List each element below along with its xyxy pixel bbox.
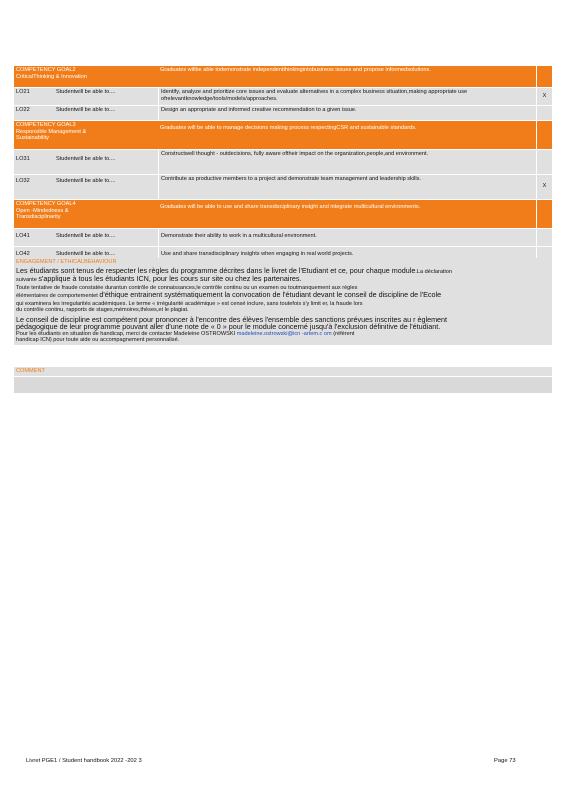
engagement-paragraph: du contrôle continu, rapports de stages,mémoires,thèses,et le plagiat.: [16, 307, 189, 314]
engagement-paragraph: pédagogique de leur programme pouvant aller d'une note de « 0 » pour le module concerné jusqu'à l'exclusion définitive de l'étudiant.: [16, 322, 441, 332]
competency-row-goal2: [14, 66, 552, 88]
lo-description: Demonstrate their ability to work in a multicultural environment.: [158, 229, 536, 246]
learning-outcome-row-lo21: [14, 88, 552, 106]
learning-outcome-row-lo41: [14, 229, 552, 247]
engagement-paragraph: handicap ICN) pour toute aide ou accompagnement personnalisé.: [16, 337, 180, 344]
comment-box: [14, 377, 552, 393]
engagement-text: .La déclaration: [415, 269, 453, 275]
comment-heading: COMMENT: [14, 367, 552, 376]
lo-label: Studentwill be able to....: [56, 178, 116, 184]
competency-goal-label: COMPETENCY GOAL2 CriticalThinking & Innovation: [16, 67, 87, 80]
engagement-text: (référent: [331, 331, 355, 337]
lo-description: Constructwell thought - outdecisions, fully aware oftheir impact on the organization,people,and environment.: [158, 150, 536, 174]
competency-goal-description: Graduates willbe able todemonstrate independentthinkingintobusiness issues and propose informedsolutions.: [160, 67, 431, 73]
lo-code: LO31: [16, 156, 30, 162]
lo-description: Identify, analyze and prioritize core issues and evaluate alternatives in a complex business situation,making appropriate use ofrelevantknowledge/tools/models/approaches.: [158, 88, 536, 105]
lo-label: Studentwill be able to....: [56, 156, 116, 162]
competency-table: [14, 66, 552, 265]
lo-code: LO21: [16, 89, 30, 95]
contact-email-link[interactable]: madeleine.ostrowski@icn -artem.c om: [236, 331, 332, 337]
learning-outcome-row-lo22: [14, 106, 552, 121]
learning-outcome-row-lo31: [14, 150, 552, 175]
engagement-heading: ENGAGEMENT / ETHICALBEHAVIOUR: [14, 258, 552, 266]
competency-mark-cell: [536, 121, 552, 149]
lo-code: LO22: [16, 107, 30, 113]
lo-mark: X: [536, 88, 552, 105]
engagement-paragraph: Toute tentative de fraude constatée durantun contrôle de connaissances,le contrôle continu ou un examen ou toutmanquement aux règles: [16, 285, 358, 291]
engagement-text: Les étudiants sont tenus de respecter les règles du programme décrites dans le livret de l'Etudiant et ce, pour chaque module: [16, 266, 416, 275]
engagement-text: Pour les étudiants en situation de handicap, merci de contacter Madeleine OSTROWSKI: [16, 331, 237, 337]
lo-label: Studentwill be able to....: [56, 107, 116, 113]
lo-code: LO32: [16, 178, 30, 184]
lo-description: Design an appropriate and informed creative recommendation to a given issue.: [158, 106, 536, 120]
engagement-section: [14, 266, 552, 345]
competency-row-goal3: [14, 121, 552, 150]
engagement-paragraph: [16, 291, 550, 301]
engagement-text: élémentaires de comportementet: [16, 293, 100, 300]
engagement-text: s'applique à tous les étudiants ICN, pour les cours sur site ou chez les partenaires.: [38, 274, 302, 284]
footer-document-title: Livret PGE1 / Student handbook 2022 -202 3: [26, 758, 142, 764]
lo-description: Use and share transdisciplinary insights when engaging in real world projects.: [158, 247, 536, 264]
engagement-text: d'éthique entrainent systématiquement la convocation de l'étudiant devant le conseil de discipline de l'Ecole: [99, 290, 442, 300]
competency-goal-label: COMPETENCY GOAL4 Open -Mindedness & Transdisciplinarity: [16, 201, 76, 221]
competency-goal-description: Graduates will be able to manage decisions making process respectingCSR and sustainable standards.: [160, 125, 417, 131]
lo-label: Studentwill be able to....: [56, 89, 116, 95]
lo-mark: [536, 229, 552, 246]
lo-description: Contribute as productive members to a project and demonstrate team management and leadership skills.: [158, 175, 536, 199]
competency-mark-cell: [536, 200, 552, 228]
competency-mark-cell: [536, 66, 552, 87]
engagement-paragraph: Le conseil de discipline est compétent pour prononcer à l'encontre des élèves l'ensemble des sanctions prévues inscrites au r èglement: [16, 314, 448, 324]
competency-row-goal4: [14, 200, 552, 229]
lo-mark: [536, 106, 552, 120]
lo-code: LO41: [16, 233, 30, 239]
lo-code: LO42: [16, 251, 30, 257]
engagement-text: suivante: [16, 277, 39, 284]
lo-mark: [536, 150, 552, 174]
engagement-paragraph: qui examinera les irregularités académiques. Le terme « irrégularité académique » est censé inclure, sans toutefois s'y limit er, la fraude lors: [16, 301, 363, 307]
lo-label: Studentwill be able to....: [56, 251, 116, 257]
lo-label: Studentwill be able to....: [56, 233, 116, 239]
lo-mark: X: [536, 175, 552, 199]
competency-goal-label: COMPETENCY GOAL3 Responsible Management & Sustainability: [16, 122, 87, 142]
footer-page-number: Page 73: [494, 758, 516, 764]
competency-goal-description: Graduates will be able to use and share transdisciplinary insight and integrate multicultural environments.: [160, 204, 421, 210]
engagement-paragraph: [16, 275, 550, 285]
learning-outcome-row-lo32: [14, 175, 552, 200]
